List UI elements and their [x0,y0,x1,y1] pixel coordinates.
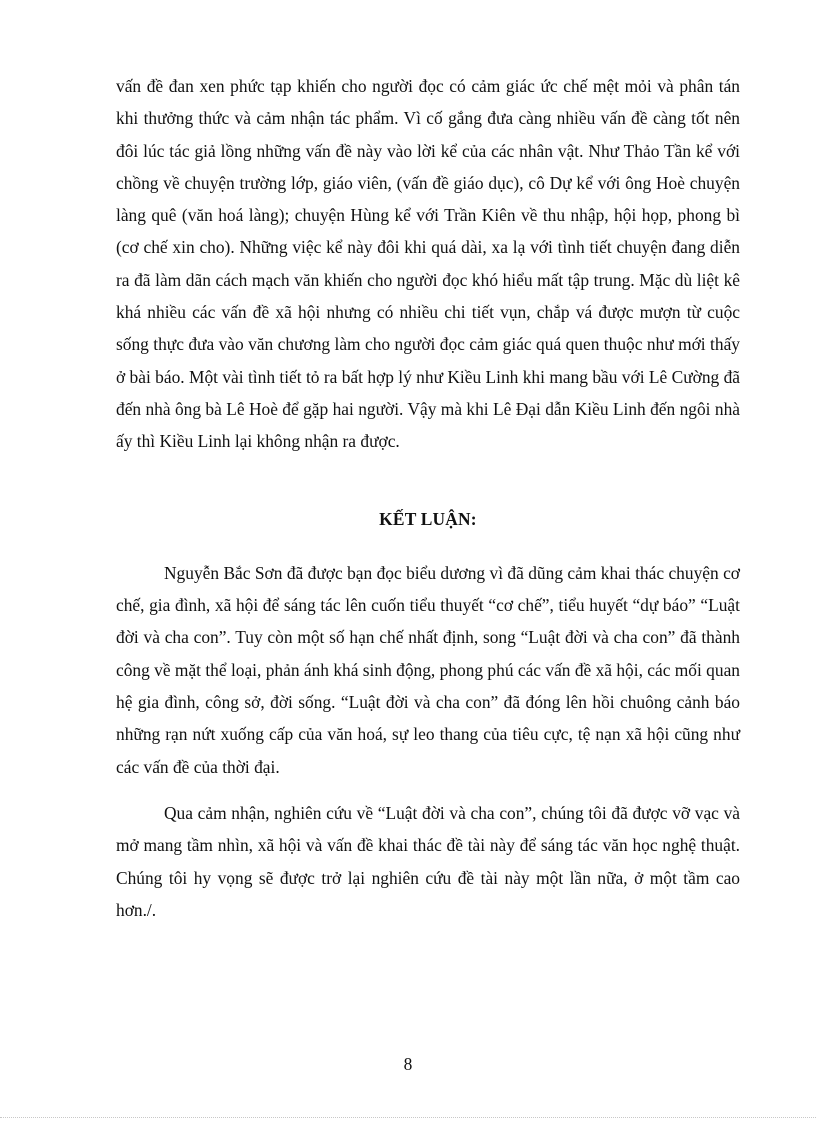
document-page [116,70,740,926]
conclusion-paragraph: Nguyễn Bắc Sơn đã được bạn đọc biểu dương vì đã dũng cảm khai thác chuyện cơ chế, gia đình, xã hội để sáng tác lên cuốn tiểu thuyết “cơ chế”, tiểu huyết “dự báo” “Luật đời và cha con”. Tuy còn một số hạn chế nhất định, song “Luật đời và cha con” đã thành công về mặt thể loại, phản ánh khá sinh động, phong phú các vấn đề xã hội, các mối quan hệ gia đình, công sở, đời sống. “Luật đời và cha con” đã đóng lên hồi chuông cảnh báo những rạn nứt xuống cấp của văn hoá, sự leo thang của tiêu cực, tệ nạn xã hội cũng như các vấn đề của thời đại. [116,562,740,777]
section-heading: KẾT LUẬN: [379,508,477,529]
page-divider [0,1117,816,1118]
page-number: 8 [403,1054,413,1074]
conclusion-paragraph: Qua cảm nhận, nghiên cứu về “Luật đời và cha con”, chúng tôi đã được vỡ vạc và mở mang tầm nhìn, xã hội và vấn đề khai thác đề tài này để sáng tác văn học nghệ thuật. Chúng tôi hy vọng sẽ được trở lại nghiên cứu đề tài này một lần nữa, ở một tầm cao hơn./. [116,802,740,920]
body-paragraph: vấn đề đan xen phức tạp khiến cho người đọc có cảm giác ức chế mệt mỏi và phân tán khi thưởng thức và cảm nhận tác phẩm. Vì cố gắng đưa càng nhiều vấn đề càng tốt nên đôi lúc tác giả lồng những vấn đề này vào lời kể của các nhân vật. Như Thảo Tần kể với chồng về chuyện trường lớp, giáo viên, (vấn đề giáo dục), cô Dự kể với ông Hoè chuyện làng quê (văn hoá làng); chuyện Hùng kể với Trần Kiên về thu nhập, hội họp, phong bì (cơ chế xin cho). Những việc kể này đôi khi quá dài, xa lạ với tình tiết chuyện đang diễn ra đã làm dãn cách mạch văn khiến cho người đọc khó hiểu mất tập trung. Mặc dù liệt kê khá nhiều các vấn đề xã hội nhưng có nhiều chi tiết vụn, chắp vá được mượn từ cuộc sống thực đưa vào văn chương làm cho người đọc cảm giác quá quen thuộc như mới thấy ở bài báo. Một vài tình tiết tỏ ra bất hợp lý như Kiều Linh khi mang bầu với Lê Cường đã đến nhà ông bà Lê Hoè để gặp hai người. Vậy mà khi Lê Đại dẫn Kiều Linh đến ngôi nhà ấy thì Kiều Linh lại không nhận ra được. [116,76,740,452]
